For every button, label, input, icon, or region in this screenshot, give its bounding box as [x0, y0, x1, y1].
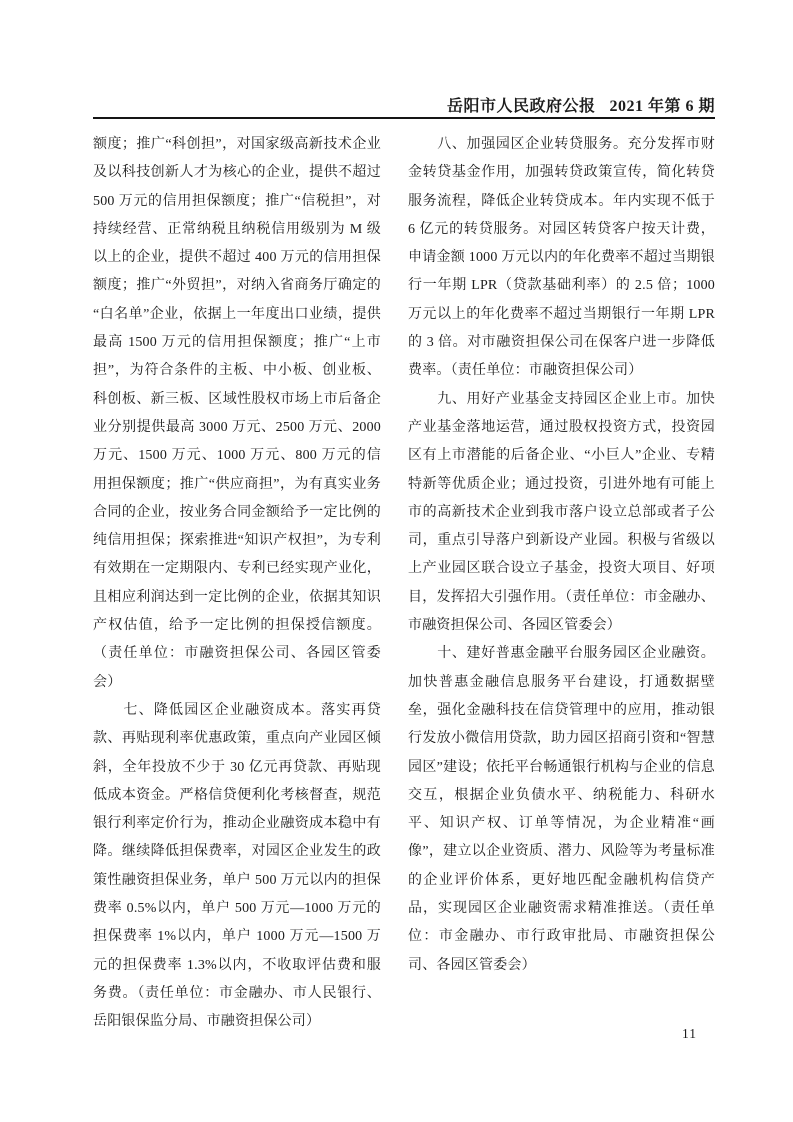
gazette-title: 岳阳市人民政府公报	[446, 98, 596, 115]
paragraph-item-7: 七、降低园区企业融资成本。落实再贷款、再贴现利率优惠政策，重点向产业园区倾斜，全年投放不少于 30 亿元再贷款、再贴现低成本资金。严格信贷便利化考核督查，规范银行利率定价行为，推动企业融资成本稳中有降。继续降低担保费率，对园区企业发生的政策性融资担保业务，单户 500 万元以内的担保费率 0.5%以内，单户 500 万元—1000 万元的担保费率 1%以内，单户 1000 万元—1500 万元的担保费率 1.3%以内，不收取评估费和服务费。（责任单位：市金融办、市人民银行、岳阳银保监分局、市融资担保公司）	[93, 702, 381, 1030]
right-column	[408, 131, 715, 1037]
page-number: 11	[682, 1026, 697, 1041]
paragraph-item-9: 九、用好产业基金支持园区企业上市。加快产业基金落地运营，通过股权投资方式，投资园区有上市潜能的后备企业、“小巨人”企业、专精特新等优质企业；通过投资，引进外地有可能上市的高新技术企业到我市落户设立总部或者子公司，重点引导落户到新设产业园。积极与省级以上产业园区联合设立子基金，投资大项目、好项目，发挥招大引强作用。（责任单位：市金融办、市融资担保公司、各园区管委会）	[408, 391, 715, 634]
paragraph-continuation: 额度；推广“科创担”，对国家级高新技术企业及以科技创新人才为核心的企业，提供不超过 500 万元的信用担保额度；推广“信税担”，对持续经营、正常纳税且纳税信用级别为 M 级以上的企业，提供不超过 400 万元的信用担保额度；推广“外贸担”，对纳入省商务厅确定的“白名单”企业，依据上一年度出口业绩，提供最高 1500 万元的信用担保额度；推广“上市担”，为符合条件的主板、中小板、创业板、科创板、新三板、区域性股权市场上市后备企业分别提供最高 3000 万元、2500 万元、2000 万元、1500 万元、1000 万元、800 万元的信用担保额度；推广“供应商担”，为有真实业务合同的企业，按业务合同金额给予一定比例的纯信用担保；探索推进“知识产权担”，为专利有效期在一定期限内、专利已经实现产业化，且相应利润达到一定比例的企业，依据其知识产权估值，给予一定比例的担保授信额度。（责任单位：市融资担保公司、各园区管委会）	[93, 137, 381, 690]
paragraph-item-10: 十、建好普惠金融平台服务园区企业融资。加快普惠金融信息服务平台建设，打通数据壁垒，强化金融科技在信贷管理中的应用，推动银行发放小微信用贷款，助力园区招商引资和“智慧园区”建设；依托平台畅通银行机构与企业的信息交互，根据企业负债水平、纳税能力、科研水平、知识产权、订单等情况，为企业精准“画像”，建立以企业资质、潜力、风险等为考量标准的企业评价体系，更好地匹配金融机构信贷产品，实现园区企业融资需求精准推送。（责任单位：市金融办、市行政审批局、市融资担保公司、各园区管委会）	[408, 646, 715, 973]
left-column	[93, 131, 381, 1037]
body-columns	[93, 131, 715, 1037]
header-rule	[93, 117, 715, 119]
running-header	[93, 93, 715, 116]
paragraph-item-8: 八、加强园区企业转贷服务。充分发挥市财金转贷基金作用，加强转贷政策宣传，简化转贷服务流程，降低企业转贷成本。年内实现不低于 6 亿元的转贷服务。对园区转贷客户按天计费，申请金额 1000 万元以内的年化费率不超过当期银行一年期 LPR（贷款基础利率）的 2.5 倍；1000 万元以上的年化费率不超过当期银行一年期 LPR 的 3 倍。对市融资担保公司在保客户进一步降低费率。（责任单位：市融资担保公司）	[408, 137, 715, 379]
issue-label: 2021 年第 6 期	[609, 98, 715, 115]
